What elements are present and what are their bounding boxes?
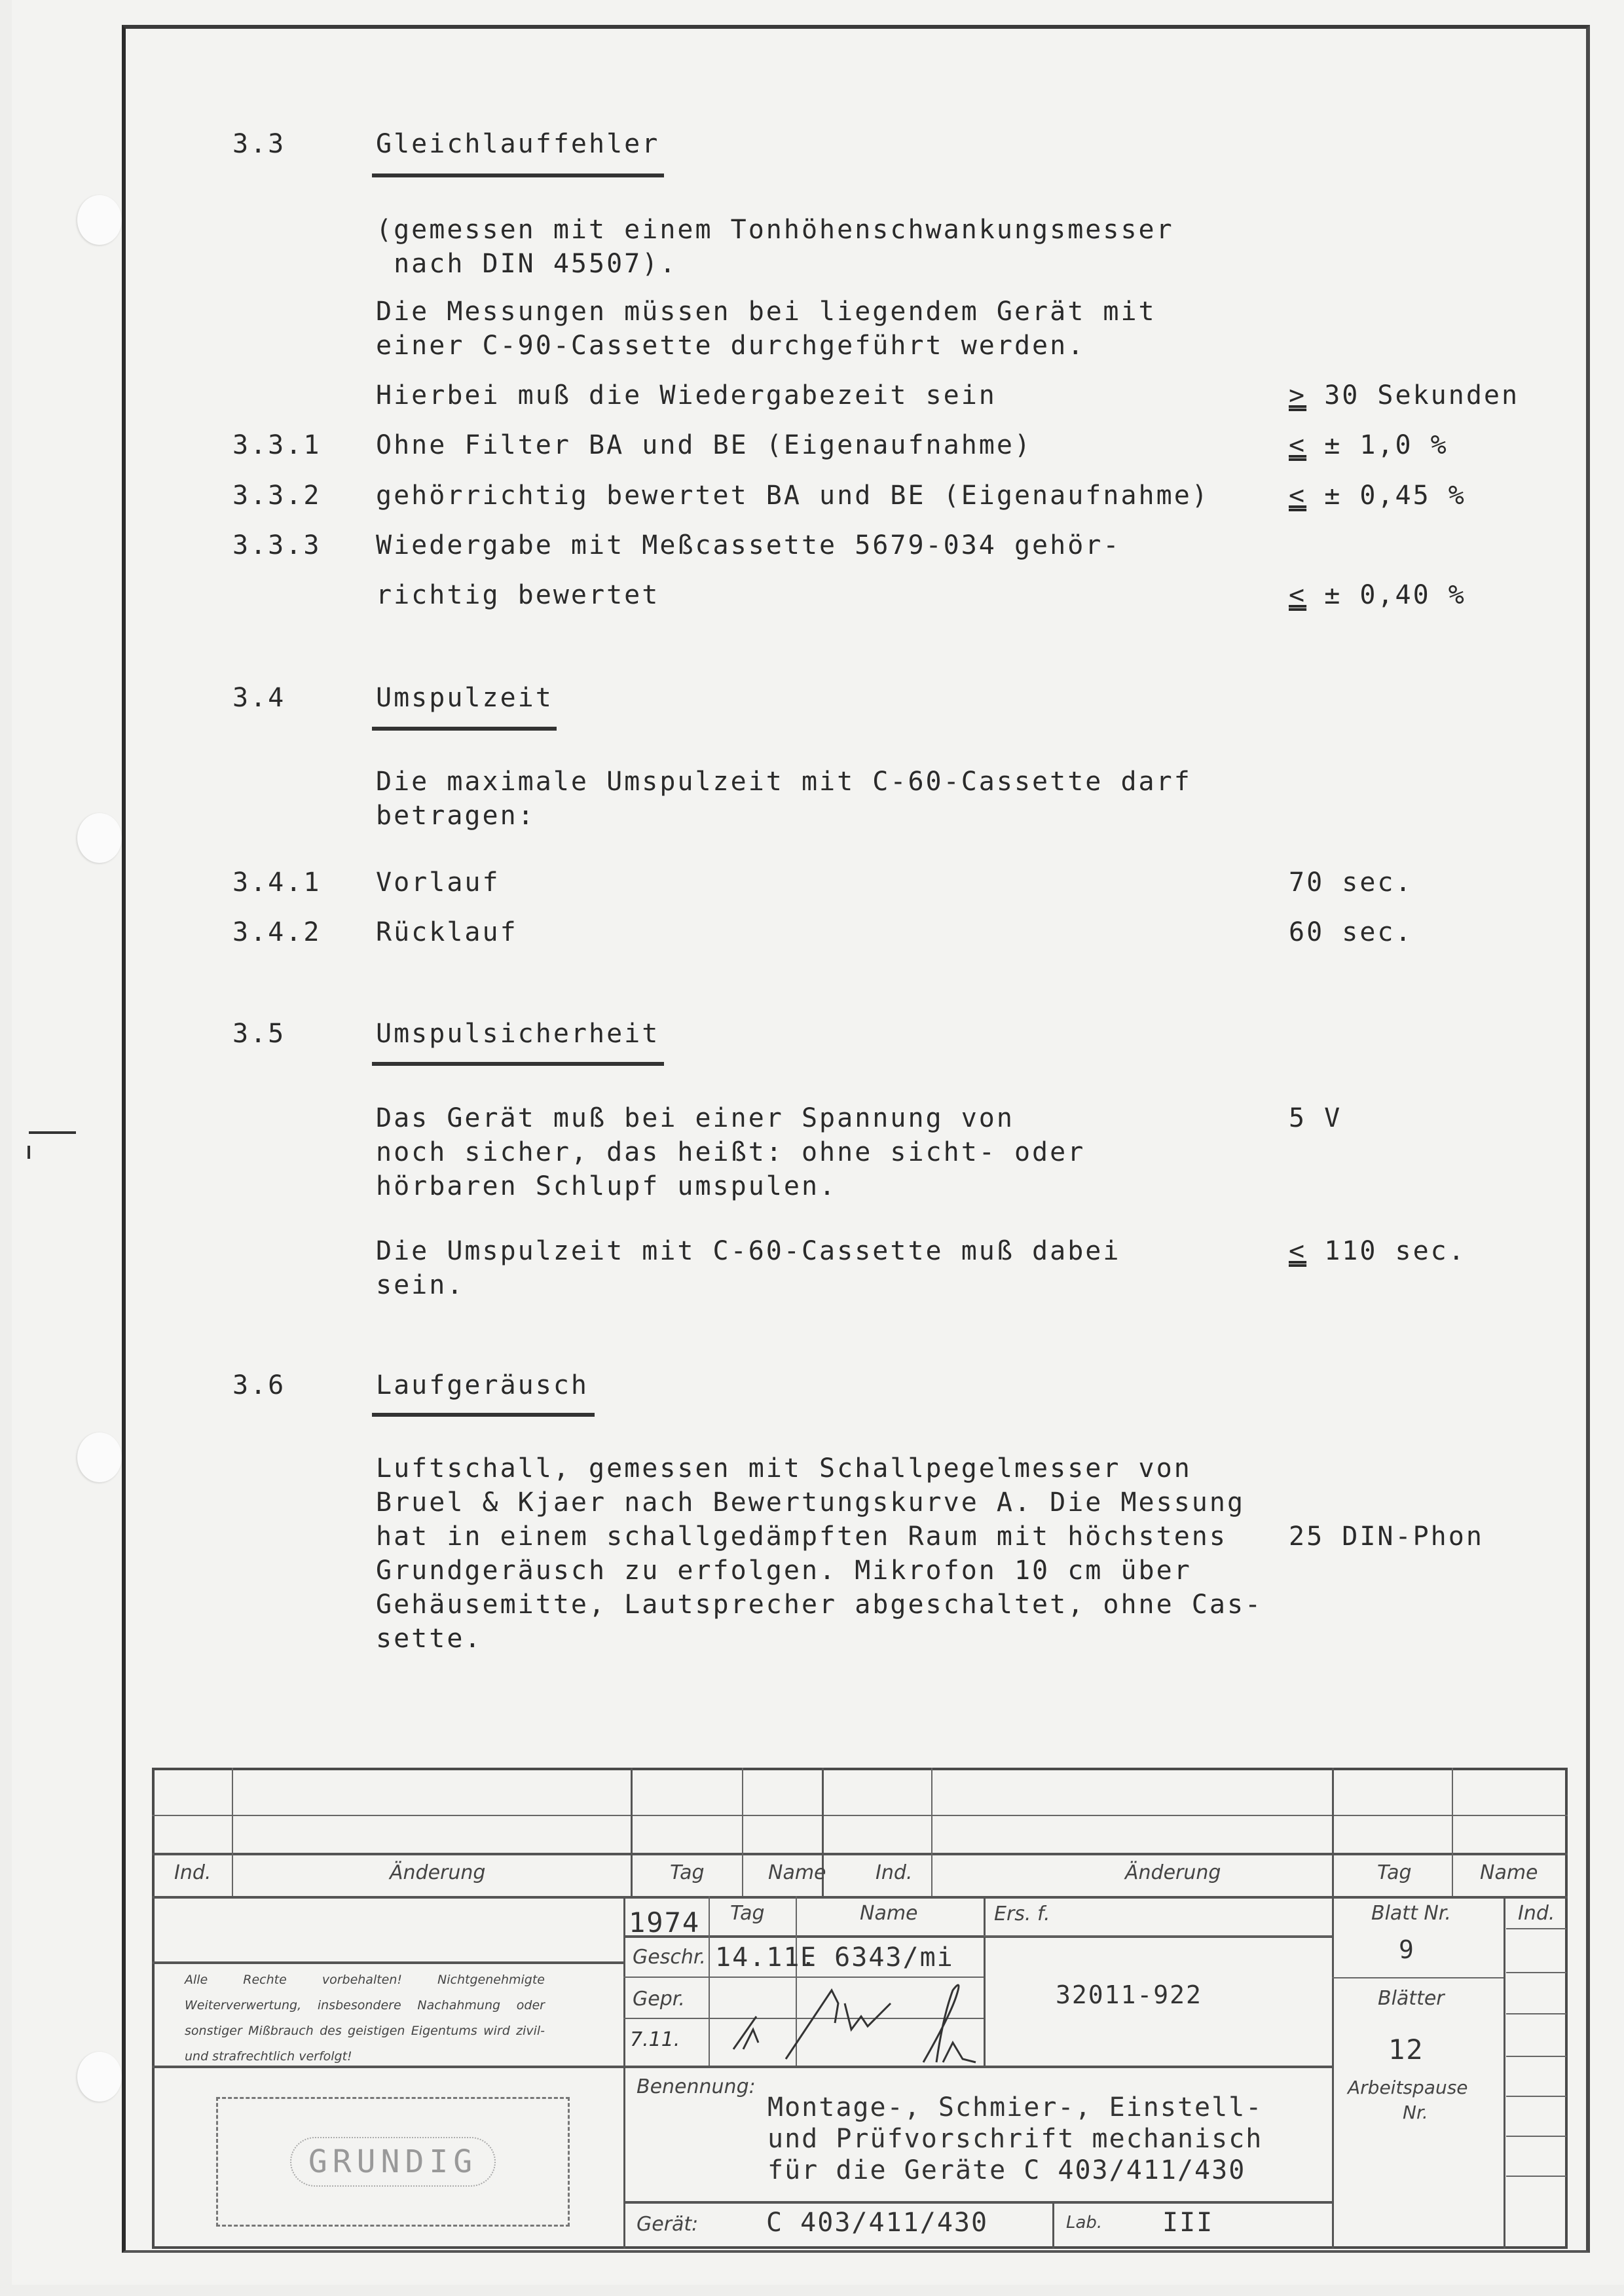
item-number: 3.4.1 [232, 867, 322, 898]
requirement-text: Hierbei muß die Wiedergabezeit sein [376, 380, 997, 410]
voltage-value: 5 V [1289, 1103, 1342, 1133]
revision-header-aenderung: Änderung [390, 1861, 486, 1884]
value-text: 110 sec. [1324, 1236, 1466, 1266]
paragraph-line: hat in einem schallgedämpften Raum mit höchstens [376, 1522, 1227, 1552]
item-value [1289, 428, 1449, 462]
column-line [623, 1896, 625, 2249]
revision-header-aenderung: Änderung [1125, 1861, 1221, 1884]
arbeitspause-nr-label: Nr. [1403, 2102, 1428, 2123]
lab-label: Lab. [1066, 2213, 1103, 2232]
punch-hole [77, 813, 122, 863]
greater-equal-symbol: > [1289, 380, 1307, 410]
item-text: Wiedergabe mit Meßcassette 5679-034 gehör- [376, 530, 1121, 560]
item-number: 3.4.2 [232, 917, 322, 947]
row-line [1506, 2056, 1566, 2057]
less-equal-symbol: < [1289, 430, 1307, 460]
benennung-line: für die Geräte C 403/411/430 [767, 2155, 1246, 2185]
geraet-value: C 403/411/430 [766, 2208, 989, 2238]
lab-value: III [1162, 2208, 1214, 2238]
column-line [1452, 1768, 1453, 1896]
row-line [1506, 2176, 1566, 2177]
section-title: Laufgeräusch [376, 1370, 589, 1400]
fold-mark [29, 1131, 76, 1134]
less-equal-symbol: < [1289, 580, 1307, 610]
paragraph-line: Die maximale Umspulzeit mit C-60-Cassette darf [376, 767, 1192, 797]
punch-hole [77, 2052, 122, 2102]
blaetter-label: Blätter [1378, 1987, 1445, 2010]
revision-header-tag: Tag [670, 1861, 705, 1884]
item-text: Rücklauf [376, 917, 518, 947]
handwritten-date: 7.11. [630, 2028, 680, 2051]
section-title: Umspulzeit [376, 683, 553, 713]
noise-value: 25 DIN-Phon [1289, 1522, 1484, 1552]
paragraph-line: (gemessen mit einem Tonhöhenschwankungsmesser [376, 215, 1174, 245]
revision-header-name: Name [1480, 1861, 1538, 1884]
section-number: 3.5 [232, 1019, 286, 1049]
column-line [631, 1768, 633, 1896]
legal-notice: Alle Rechte vorbehalten! Nichtgenehmigte Weiterverwertung, insbesondere Nachahmung oder sonstiger Mißbrauch des geistigen Eigentums wird zivil- und strafrechtlich verfolgt! [185, 1973, 545, 2064]
value-text: ± 0,40 % [1324, 580, 1466, 610]
row-label-geschrieben: Geschr. [633, 1946, 706, 1969]
paragraph-line: sein. [376, 1270, 465, 1300]
drawing-number: 32011-922 [1056, 1980, 1202, 2009]
column-line [1332, 1896, 1334, 2249]
row-line [1506, 2096, 1566, 2097]
blaetter-count: 12 [1388, 2033, 1424, 2066]
column-line [1332, 1768, 1334, 1896]
benennung-line: Montage-, Schmier-, Einstell- [767, 2092, 1263, 2123]
geschrieben-name: E 6343/mi [800, 1942, 954, 1973]
section-title: Umspulsicherheit [376, 1019, 660, 1049]
item-value: 60 sec. [1289, 917, 1413, 947]
paragraph-line: betragen: [376, 801, 536, 831]
revision-row-line [152, 1853, 1568, 1855]
item-number: 3.3.3 [232, 530, 322, 560]
title-underline [372, 1413, 595, 1417]
item-value [1289, 479, 1466, 513]
row-line [1506, 1972, 1566, 1973]
item-text: gehörrichtig bewertet BA und BE (Eigenaufnahme) [376, 481, 1209, 511]
less-equal-symbol: < [1289, 481, 1307, 511]
box-line [152, 1961, 623, 1964]
year: 1974 [629, 1906, 701, 1939]
ind-label: Ind. [1518, 1902, 1555, 1925]
column-line [1052, 2201, 1054, 2249]
paragraph-line: nach DIN 45507). [376, 249, 678, 279]
item-text: Ohne Filter BA und BE (Eigenaufnahme) [376, 430, 1033, 460]
row-label-geprueft: Gepr. [633, 1988, 685, 2011]
paragraph-line: Grundgeräusch zu erfolgen. Mikrofon 10 cm über [376, 1556, 1192, 1586]
title-underline [372, 727, 557, 731]
row-line [623, 2201, 1332, 2204]
paragraph-line: Die Messungen müssen bei liegendem Gerät mit [376, 297, 1156, 327]
section-number: 3.4 [232, 683, 286, 713]
value-text: ± 1,0 % [1324, 430, 1449, 460]
row-line [984, 1935, 1332, 1937]
column-line [931, 1768, 932, 1896]
column-label-tag: Tag [730, 1902, 765, 1925]
item-text: Vorlauf [376, 867, 500, 898]
item-value: 70 sec. [1289, 867, 1413, 898]
benennung-line: und Prüfvorschrift mechanisch [767, 2124, 1263, 2154]
paragraph-line: noch sicher, das heißt: ohne sicht- oder [376, 1137, 1086, 1167]
row-line [1332, 1977, 1504, 1978]
paragraph-line: Bruel & Kjaer nach Bewertungskurve A. Die Messung [376, 1487, 1246, 1518]
paragraph-line: Die Umspulzeit mit C-60-Cassette muß dabei [376, 1236, 1121, 1266]
title-underline [372, 173, 664, 177]
requirement-value [1289, 378, 1519, 412]
column-line [742, 1768, 743, 1896]
revision-row-line [152, 1896, 1568, 1899]
paragraph-line: Gehäusemitte, Lautsprecher abgeschaltet, ohne Cas- [376, 1590, 1263, 1620]
item-number: 3.3.2 [232, 481, 322, 511]
blatt-nr: 9 [1399, 1935, 1415, 1964]
signature [694, 1977, 1002, 2069]
paragraph-line: sette. [376, 1624, 483, 1654]
paragraph-line: Das Gerät muß bei einer Spannung von [376, 1103, 1014, 1133]
revision-row-line [152, 1815, 1568, 1816]
rewind-time-value [1289, 1234, 1466, 1268]
column-line [232, 1768, 233, 1896]
revision-header-ind: Ind. [174, 1861, 212, 1884]
row-line [1506, 2136, 1566, 2137]
section-title: Gleichlauffehler [376, 129, 660, 159]
item-text-continued: richtig bewertet [376, 580, 660, 610]
less-equal-symbol: < [1289, 1236, 1307, 1266]
fold-mark [28, 1146, 30, 1159]
ers-label: Ers. f. [994, 1903, 1050, 1925]
item-value [1289, 578, 1466, 612]
title-underline [372, 1062, 664, 1066]
punch-hole [77, 1432, 122, 1482]
blatt-nr-label: Blatt Nr. [1371, 1902, 1451, 1925]
row-line [1506, 2013, 1566, 2014]
company-stamp [216, 2097, 570, 2227]
paragraph-line: einer C-90-Cassette durchgeführt werden. [376, 331, 1086, 361]
paragraph-line: hörbaren Schlupf umspulen. [376, 1171, 838, 1201]
section-number: 3.3 [232, 129, 286, 159]
revision-header-name: Name [768, 1861, 826, 1884]
stamp-text: GRUNDIG [290, 2137, 496, 2187]
column-label-name: Name [860, 1902, 918, 1925]
section-number: 3.6 [232, 1370, 286, 1400]
value-text: 30 Sekunden [1324, 380, 1520, 410]
column-line [1504, 1896, 1505, 2249]
value-text: ± 0,45 % [1324, 481, 1466, 511]
geraet-label: Gerät: [637, 2213, 699, 2236]
revision-header-tag: Tag [1377, 1861, 1412, 1884]
paragraph-line: Luftschall, gemessen mit Schallpegelmesser von [376, 1453, 1192, 1484]
item-number: 3.3.1 [232, 430, 322, 460]
row-line [1506, 1928, 1566, 1929]
benennung-label: Benennung: [637, 2075, 756, 2098]
geschrieben-date: 14.11. [715, 1942, 818, 1973]
arbeitspause-label: Arbeitspause [1348, 2077, 1468, 2098]
punch-hole [77, 195, 122, 245]
revision-header-ind: Ind. [876, 1861, 913, 1884]
